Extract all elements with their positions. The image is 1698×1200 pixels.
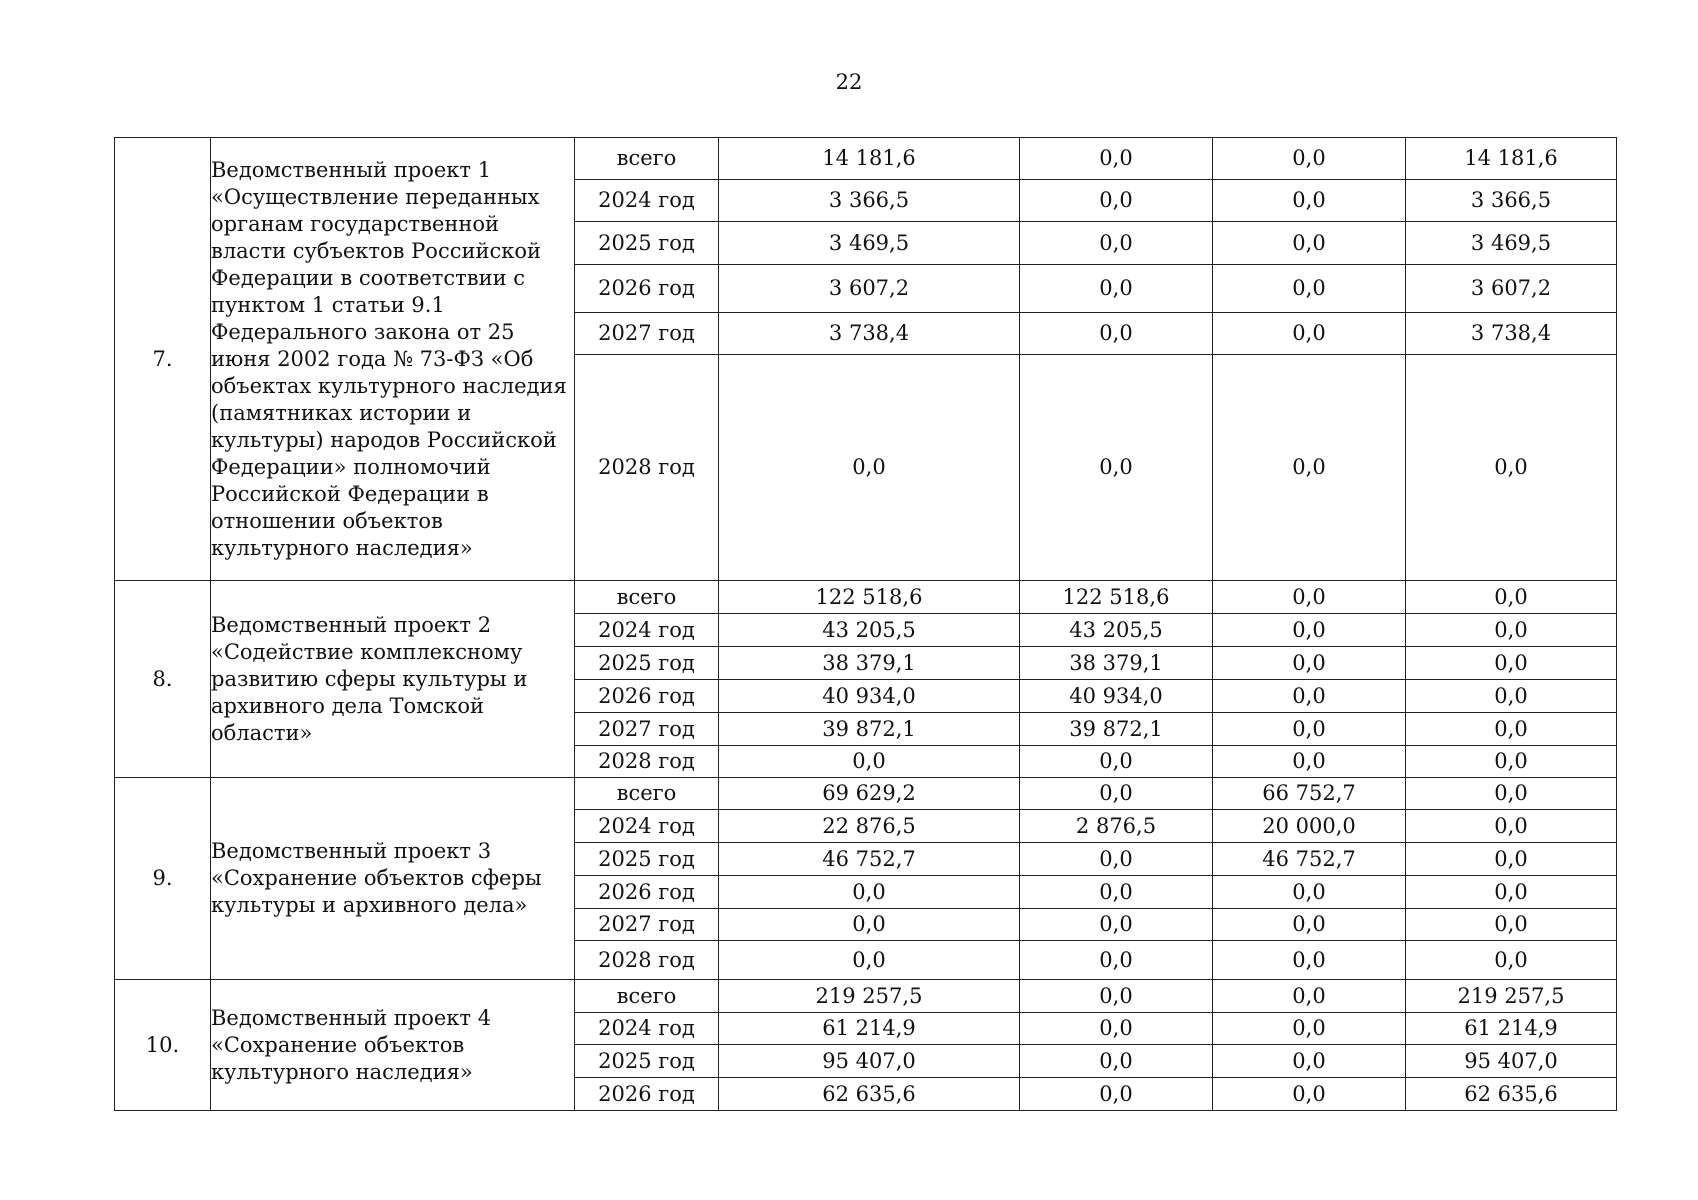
amount-cell: 95 407,0 <box>1406 1045 1617 1078</box>
amount-cell: 0,0 <box>719 909 1020 941</box>
amount-cell: 0,0 <box>1406 810 1617 843</box>
amount-cell: 0,0 <box>1213 941 1406 980</box>
amount-cell: 40 934,0 <box>719 680 1020 713</box>
table-row <box>115 980 1617 1013</box>
amount-cell: 43 205,5 <box>719 614 1020 647</box>
amount-cell: 0,0 <box>1406 778 1617 810</box>
period-label: 2025 год <box>575 1045 719 1078</box>
amount-cell: 0,0 <box>1406 746 1617 778</box>
period-label: 2024 год <box>575 614 719 647</box>
amount-cell: 0,0 <box>1213 614 1406 647</box>
amount-cell: 0,0 <box>1020 980 1213 1013</box>
amount-cell: 0,0 <box>1020 138 1213 180</box>
amount-cell: 0,0 <box>1213 746 1406 778</box>
amount-cell: 0,0 <box>1020 355 1213 581</box>
amount-cell: 3 469,5 <box>1406 222 1617 265</box>
amount-cell: 95 407,0 <box>719 1045 1020 1078</box>
amount-cell: 122 518,6 <box>719 581 1020 614</box>
amount-cell: 0,0 <box>1213 222 1406 265</box>
amount-cell: 2 876,5 <box>1020 810 1213 843</box>
amount-cell: 0,0 <box>1020 941 1213 980</box>
amount-cell: 0,0 <box>1020 909 1213 941</box>
amount-cell: 38 379,1 <box>1020 647 1213 680</box>
amount-cell: 0,0 <box>1406 355 1617 581</box>
amount-cell: 62 635,6 <box>719 1078 1020 1111</box>
amount-cell: 0,0 <box>719 876 1020 909</box>
amount-cell: 0,0 <box>719 941 1020 980</box>
amount-cell: 14 181,6 <box>1406 138 1617 180</box>
period-label: 2028 год <box>575 941 719 980</box>
amount-cell: 3 607,2 <box>1406 265 1617 313</box>
amount-cell: 0,0 <box>1020 313 1213 355</box>
period-label: 2025 год <box>575 222 719 265</box>
amount-cell: 0,0 <box>1020 180 1213 222</box>
period-label: 2024 год <box>575 810 719 843</box>
row-number: 10. <box>115 980 211 1111</box>
amount-cell: 39 872,1 <box>719 713 1020 746</box>
amount-cell: 62 635,6 <box>1406 1078 1617 1111</box>
amount-cell: 61 214,9 <box>719 1013 1020 1045</box>
period-label: всего <box>575 778 719 810</box>
period-label: всего <box>575 138 719 180</box>
amount-cell: 0,0 <box>719 355 1020 581</box>
amount-cell: 0,0 <box>1213 265 1406 313</box>
period-label: 2027 год <box>575 313 719 355</box>
amount-cell: 0,0 <box>1406 680 1617 713</box>
amount-cell: 3 366,5 <box>719 180 1020 222</box>
amount-cell: 14 181,6 <box>719 138 1020 180</box>
project-name: Ведомственный проект 3 «Сохранение объектов сферы культуры и архивного дела» <box>211 778 575 980</box>
period-label: всего <box>575 980 719 1013</box>
period-label: 2026 год <box>575 265 719 313</box>
amount-cell: 0,0 <box>1213 138 1406 180</box>
page-number: 22 <box>835 70 863 94</box>
period-label: 2027 год <box>575 713 719 746</box>
table-row <box>115 581 1617 614</box>
amount-cell: 22 876,5 <box>719 810 1020 843</box>
row-number: 8. <box>115 581 211 778</box>
amount-cell: 61 214,9 <box>1406 1013 1617 1045</box>
project-name: Ведомственный проект 4 «Сохранение объектов культурного наследия» <box>211 980 575 1111</box>
amount-cell: 39 872,1 <box>1020 713 1213 746</box>
amount-cell: 40 934,0 <box>1020 680 1213 713</box>
amount-cell: 0,0 <box>1020 222 1213 265</box>
row-number: 9. <box>115 778 211 980</box>
amount-cell: 0,0 <box>1020 1013 1213 1045</box>
amount-cell: 0,0 <box>1213 876 1406 909</box>
amount-cell: 3 469,5 <box>719 222 1020 265</box>
amount-cell: 0,0 <box>719 746 1020 778</box>
period-label: 2026 год <box>575 680 719 713</box>
period-label: всего <box>575 581 719 614</box>
amount-cell: 0,0 <box>1020 876 1213 909</box>
table-row <box>115 138 1617 180</box>
amount-cell: 43 205,5 <box>1020 614 1213 647</box>
amount-cell: 46 752,7 <box>719 843 1020 876</box>
amount-cell: 46 752,7 <box>1213 843 1406 876</box>
amount-cell: 66 752,7 <box>1213 778 1406 810</box>
period-label: 2028 год <box>575 746 719 778</box>
period-label: 2024 год <box>575 180 719 222</box>
amount-cell: 20 000,0 <box>1213 810 1406 843</box>
amount-cell: 0,0 <box>1213 980 1406 1013</box>
amount-cell: 219 257,5 <box>1406 980 1617 1013</box>
period-label: 2024 год <box>575 1013 719 1045</box>
amount-cell: 0,0 <box>1020 1045 1213 1078</box>
amount-cell: 69 629,2 <box>719 778 1020 810</box>
period-label: 2025 год <box>575 647 719 680</box>
period-label: 2026 год <box>575 876 719 909</box>
amount-cell: 0,0 <box>1213 909 1406 941</box>
amount-cell: 0,0 <box>1406 647 1617 680</box>
amount-cell: 0,0 <box>1213 713 1406 746</box>
amount-cell: 0,0 <box>1406 713 1617 746</box>
amount-cell: 0,0 <box>1213 1045 1406 1078</box>
amount-cell: 0,0 <box>1406 876 1617 909</box>
budget-table-body <box>115 138 1617 1111</box>
project-name: Ведомственный проект 2 «Содействие комплексному развитию сферы культуры и архивного дела Томской области» <box>211 581 575 778</box>
amount-cell: 0,0 <box>1213 1013 1406 1045</box>
period-label: 2025 год <box>575 843 719 876</box>
amount-cell: 122 518,6 <box>1020 581 1213 614</box>
amount-cell: 0,0 <box>1213 1078 1406 1111</box>
period-label: 2026 год <box>575 1078 719 1111</box>
amount-cell: 3 607,2 <box>719 265 1020 313</box>
amount-cell: 0,0 <box>1213 647 1406 680</box>
amount-cell: 0,0 <box>1213 313 1406 355</box>
amount-cell: 219 257,5 <box>719 980 1020 1013</box>
amount-cell: 0,0 <box>1213 355 1406 581</box>
amount-cell: 0,0 <box>1213 180 1406 222</box>
period-label: 2028 год <box>575 355 719 581</box>
project-name: Ведомственный проект 1 «Осуществление переданных органам государственной власти субъектов Российской Федерации в соответствии с пунктом 1 статьи 9.1 Федерального закона от 25 июня 2002 года № 73-ФЗ «Об объектах культурного наследия (памятниках истории и культуры) народов Российской Федерации» полномочий Российской Федерации в отношении объектов культурного наследия» <box>211 138 575 581</box>
amount-cell: 0,0 <box>1406 614 1617 647</box>
amount-cell: 0,0 <box>1020 778 1213 810</box>
budget-table <box>114 137 1617 1111</box>
amount-cell: 3 366,5 <box>1406 180 1617 222</box>
amount-cell: 3 738,4 <box>719 313 1020 355</box>
amount-cell: 0,0 <box>1406 843 1617 876</box>
amount-cell: 0,0 <box>1020 265 1213 313</box>
amount-cell: 0,0 <box>1020 746 1213 778</box>
amount-cell: 0,0 <box>1406 909 1617 941</box>
amount-cell: 3 738,4 <box>1406 313 1617 355</box>
row-number: 7. <box>115 138 211 581</box>
amount-cell: 38 379,1 <box>719 647 1020 680</box>
amount-cell: 0,0 <box>1213 581 1406 614</box>
amount-cell: 0,0 <box>1406 941 1617 980</box>
period-label: 2027 год <box>575 909 719 941</box>
amount-cell: 0,0 <box>1406 581 1617 614</box>
amount-cell: 0,0 <box>1020 1078 1213 1111</box>
amount-cell: 0,0 <box>1020 843 1213 876</box>
amount-cell: 0,0 <box>1213 680 1406 713</box>
table-row <box>115 778 1617 810</box>
